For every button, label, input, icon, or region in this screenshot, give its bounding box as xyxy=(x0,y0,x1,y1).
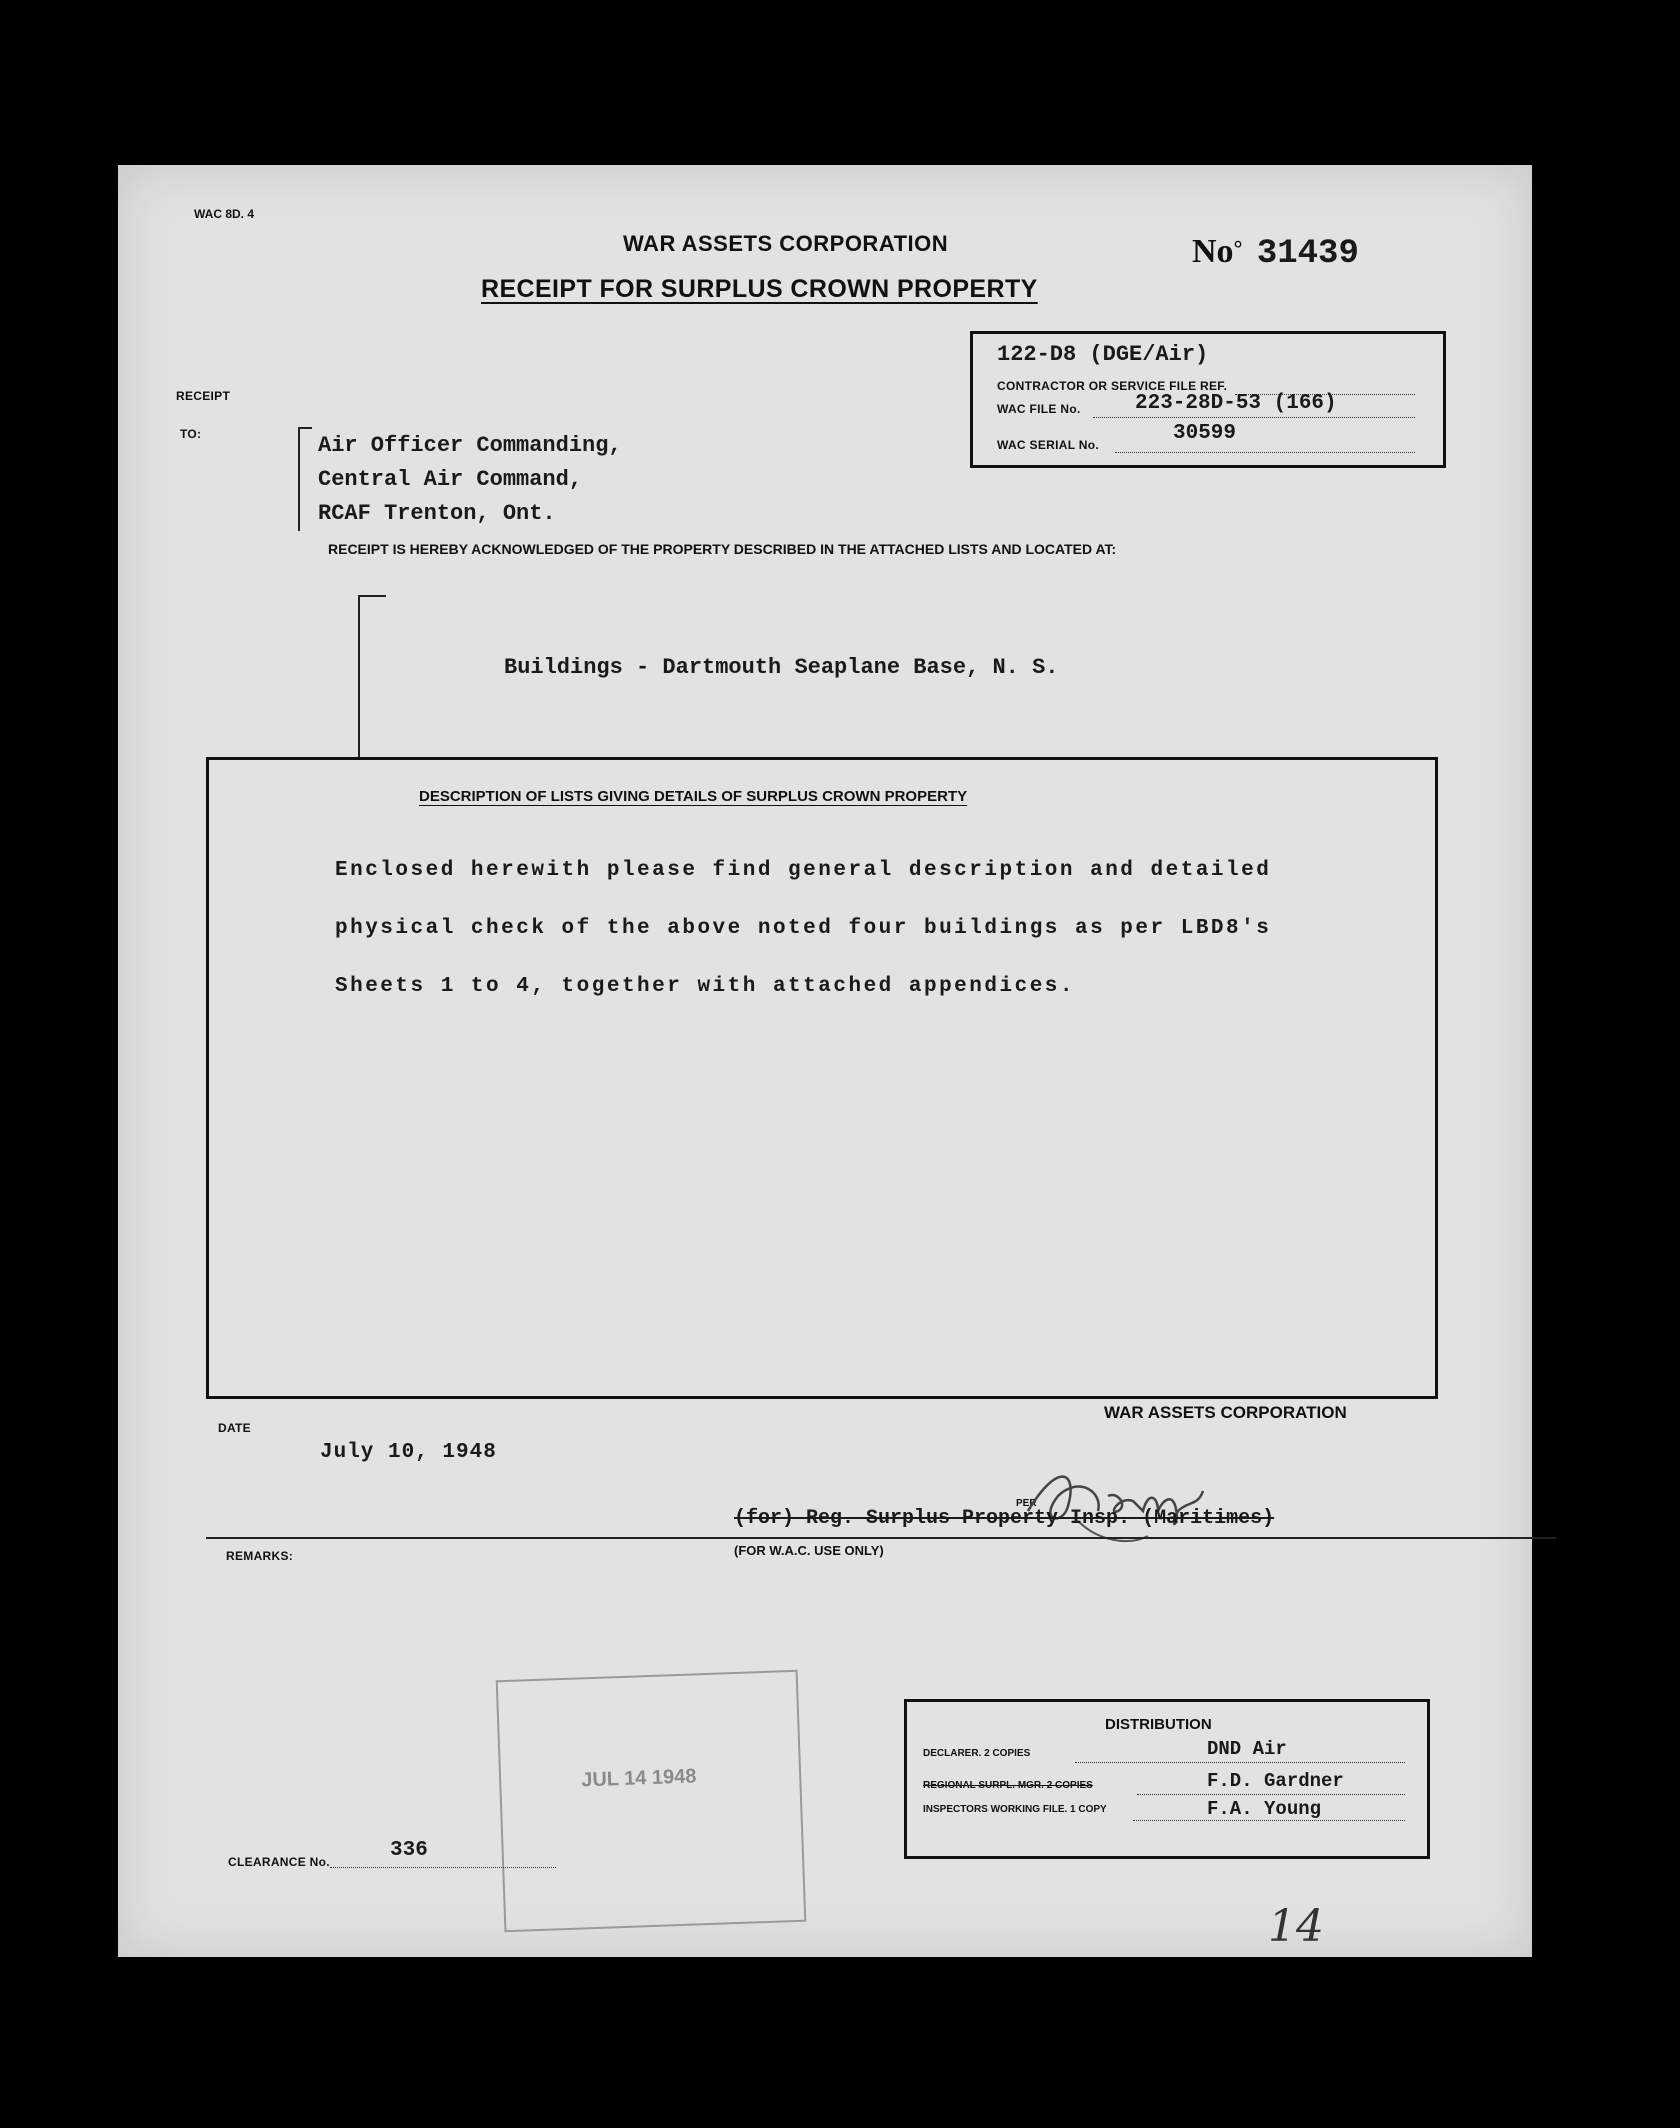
doc-title: RECEIPT FOR SURPLUS CROWN PROPERTY xyxy=(481,275,1038,303)
addressee-line-3: RCAF Trenton, Ont. xyxy=(318,501,556,526)
wac-serial-value: 30599 xyxy=(1173,422,1237,445)
description-line-1: Enclosed herewith please find general description and detailed xyxy=(335,859,1272,882)
wac-serial-label: WAC SERIAL No. xyxy=(997,438,1099,452)
receipt-number xyxy=(1192,233,1359,273)
clearance-label: CLEARANCE No. xyxy=(228,1855,330,1869)
per-label: PER xyxy=(1016,1498,1037,1509)
wac-file-value: 223-28D-53 (166) xyxy=(1135,392,1337,415)
wac-file-dotted-line xyxy=(1093,417,1415,418)
description-box xyxy=(206,757,1438,1399)
wac-file-label: WAC FILE No. xyxy=(997,402,1081,416)
reference-box xyxy=(970,331,1446,468)
wac-serial-dotted-line xyxy=(1115,452,1415,453)
document-page xyxy=(118,165,1532,1957)
to-label: TO: xyxy=(180,427,202,441)
form-code: WAC 8D. 4 xyxy=(194,207,255,221)
addressee-line-1: Air Officer Commanding, xyxy=(318,433,622,458)
description-line-2: physical check of the above noted four buildings as per LBD8's xyxy=(335,917,1272,940)
ref-top-line: 122-D8 (DGE/Air) xyxy=(997,342,1209,367)
signature-line xyxy=(206,1537,1556,1539)
number-ordinal-mark: ° xyxy=(1233,235,1243,261)
distribution-title: DISTRIBUTION xyxy=(1105,1716,1212,1733)
signer-title: (for) Reg. Surplus Property Insp. (Maritimes) xyxy=(734,1507,1275,1530)
remarks-label: REMARKS: xyxy=(226,1549,294,1563)
addressee-line-2: Central Air Command, xyxy=(318,467,583,492)
corp-signature-heading: WAR ASSETS CORPORATION xyxy=(1104,1403,1347,1422)
to-bracket xyxy=(298,427,312,531)
acknowledgement-text: RECEIPT IS HEREBY ACKNOWLEDGED OF THE PROPERTY DESCRIBED IN THE ATTACHED LISTS AND LOCATED AT: xyxy=(328,541,1117,557)
page-mark: 14 xyxy=(1268,1901,1324,1952)
description-title: DESCRIPTION OF LISTS GIVING DETAILS OF SURPLUS CROWN PROPERTY xyxy=(419,788,968,805)
location-bracket xyxy=(358,595,386,759)
distribution-dots-1 xyxy=(1075,1762,1405,1763)
signature-mark xyxy=(1008,1451,1228,1561)
stamp-date: JUL 14 1948 xyxy=(580,1765,697,1792)
description-body xyxy=(335,842,1271,1016)
contractor-label: CONTRACTOR OR SERVICE FILE REF. xyxy=(997,379,1228,393)
number-label: No xyxy=(1192,233,1234,270)
distribution-box xyxy=(904,1699,1430,1859)
clearance-value: 336 xyxy=(390,1839,428,1862)
addressee-block xyxy=(318,429,622,531)
location-text: Buildings - Dartmouth Seaplane Base, N. S. xyxy=(504,655,1059,680)
distribution-value-3: F.A. Young xyxy=(1207,1798,1322,1820)
org-title: WAR ASSETS CORPORATION xyxy=(623,231,949,256)
wac-use-only: (FOR W.A.C. USE ONLY) xyxy=(734,1543,884,1558)
distribution-dots-3 xyxy=(1133,1820,1405,1821)
distribution-value-1: DND Air xyxy=(1207,1738,1287,1760)
distribution-dots-2 xyxy=(1137,1794,1405,1795)
distribution-value-2: F.D. Gardner xyxy=(1207,1770,1344,1792)
distribution-label-1: DECLARER. 2 COPIES xyxy=(923,1748,1031,1759)
clearance-dotted-line xyxy=(330,1867,556,1868)
description-line-3: Sheets 1 to 4, together with attached appendices. xyxy=(335,975,1076,998)
distribution-label-2: REGIONAL SURPL. MGR. 2 COPIES xyxy=(923,1780,1093,1791)
distribution-label-3: INSPECTORS WORKING FILE. 1 COPY xyxy=(923,1804,1107,1815)
received-stamp xyxy=(496,1670,807,1932)
date-value: July 10, 1948 xyxy=(320,1441,497,1464)
number-value: 31439 xyxy=(1256,235,1359,273)
date-label: DATE xyxy=(218,1421,251,1435)
receipt-label: RECEIPT xyxy=(176,389,231,403)
